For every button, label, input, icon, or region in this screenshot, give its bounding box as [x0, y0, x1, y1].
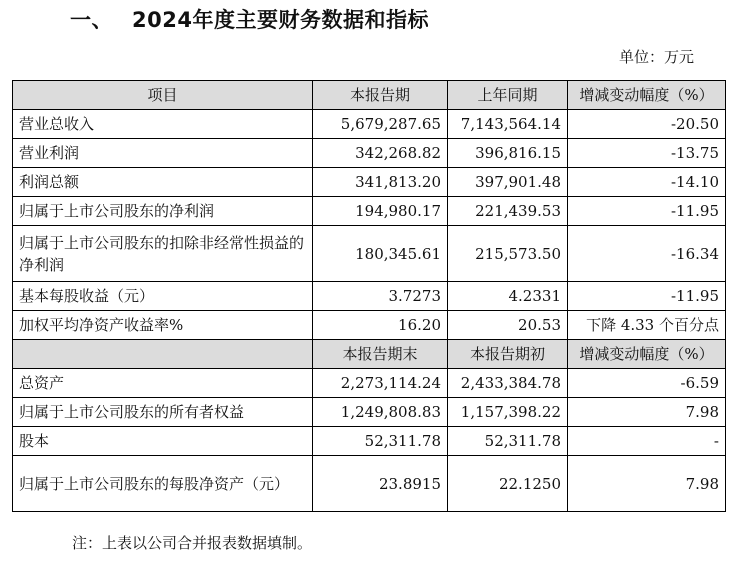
row-change: -20.50	[568, 110, 726, 139]
row-change: -16.34	[568, 226, 726, 282]
row-item: 基本每股收益（元）	[13, 282, 313, 311]
table-row	[13, 398, 726, 427]
section-heading	[70, 4, 429, 34]
row-previous: 215,573.50	[448, 226, 568, 282]
row-current: 5,679,287.65	[313, 110, 448, 139]
row-current: 341,813.20	[313, 168, 448, 197]
table-row	[13, 139, 726, 168]
row-item: 利润总额	[13, 168, 313, 197]
row-current: 180,345.61	[313, 226, 448, 282]
table-row	[13, 282, 726, 311]
table-row	[13, 168, 726, 197]
row-previous: 221,439.53	[448, 197, 568, 226]
table-header-row	[13, 81, 726, 110]
table-row	[13, 369, 726, 398]
row-current: 52,311.78	[313, 427, 448, 456]
row-change: -11.95	[568, 282, 726, 311]
row-change: 下降 4.33 个百分点	[568, 311, 726, 340]
row-current: 342,268.82	[313, 139, 448, 168]
row-item: 总资产	[13, 369, 313, 398]
table-row	[13, 456, 726, 512]
unit-label: 单位：万元	[618, 48, 694, 66]
row-previous: 4.2331	[448, 282, 568, 311]
section-number: 一、	[70, 8, 113, 32]
table-note: 注：上表以公司合并报表数据填制。	[72, 534, 313, 552]
row-change: -13.75	[568, 139, 726, 168]
row-current: 2,273,114.24	[313, 369, 448, 398]
subheader-period-end: 本报告期末	[313, 340, 448, 369]
section-title: 2024年度主要财务数据和指标	[132, 8, 429, 32]
row-change: -	[568, 427, 726, 456]
table-subheader-row	[13, 340, 726, 369]
row-previous: 396,816.15	[448, 139, 568, 168]
table-row	[13, 226, 726, 282]
row-current: 194,980.17	[313, 197, 448, 226]
table-row	[13, 197, 726, 226]
row-item: 股本	[13, 427, 313, 456]
row-previous: 1,157,398.22	[448, 398, 568, 427]
subheader-period-start: 本报告期初	[448, 340, 568, 369]
table-row	[13, 311, 726, 340]
row-current: 16.20	[313, 311, 448, 340]
row-previous: 52,311.78	[448, 427, 568, 456]
row-previous: 20.53	[448, 311, 568, 340]
row-current: 23.8915	[313, 456, 448, 512]
row-item: 归属于上市公司股东的扣除非经常性损益的净利润	[13, 226, 313, 282]
header-item: 项目	[13, 81, 313, 110]
row-item: 归属于上市公司股东的净利润	[13, 197, 313, 226]
subheader-change: 增减变动幅度（%）	[568, 340, 726, 369]
row-change: -14.10	[568, 168, 726, 197]
header-previous-period: 上年同期	[448, 81, 568, 110]
table-row	[13, 110, 726, 139]
row-item: 归属于上市公司股东的每股净资产（元）	[13, 456, 313, 512]
row-change: -11.95	[568, 197, 726, 226]
subheader-item	[13, 340, 313, 369]
header-change: 增减变动幅度（%）	[568, 81, 726, 110]
row-previous: 7,143,564.14	[448, 110, 568, 139]
row-previous: 22.1250	[448, 456, 568, 512]
table-row	[13, 427, 726, 456]
row-change: -6.59	[568, 369, 726, 398]
row-change: 7.98	[568, 456, 726, 512]
header-current-period: 本报告期	[313, 81, 448, 110]
row-previous: 2,433,384.78	[448, 369, 568, 398]
row-item: 归属于上市公司股东的所有者权益	[13, 398, 313, 427]
row-item: 营业总收入	[13, 110, 313, 139]
row-current: 1,249,808.83	[313, 398, 448, 427]
row-change: 7.98	[568, 398, 726, 427]
row-item: 营业利润	[13, 139, 313, 168]
row-item: 加权平均净资产收益率%	[13, 311, 313, 340]
financial-data-table	[12, 80, 726, 512]
row-previous: 397,901.48	[448, 168, 568, 197]
row-current: 3.7273	[313, 282, 448, 311]
